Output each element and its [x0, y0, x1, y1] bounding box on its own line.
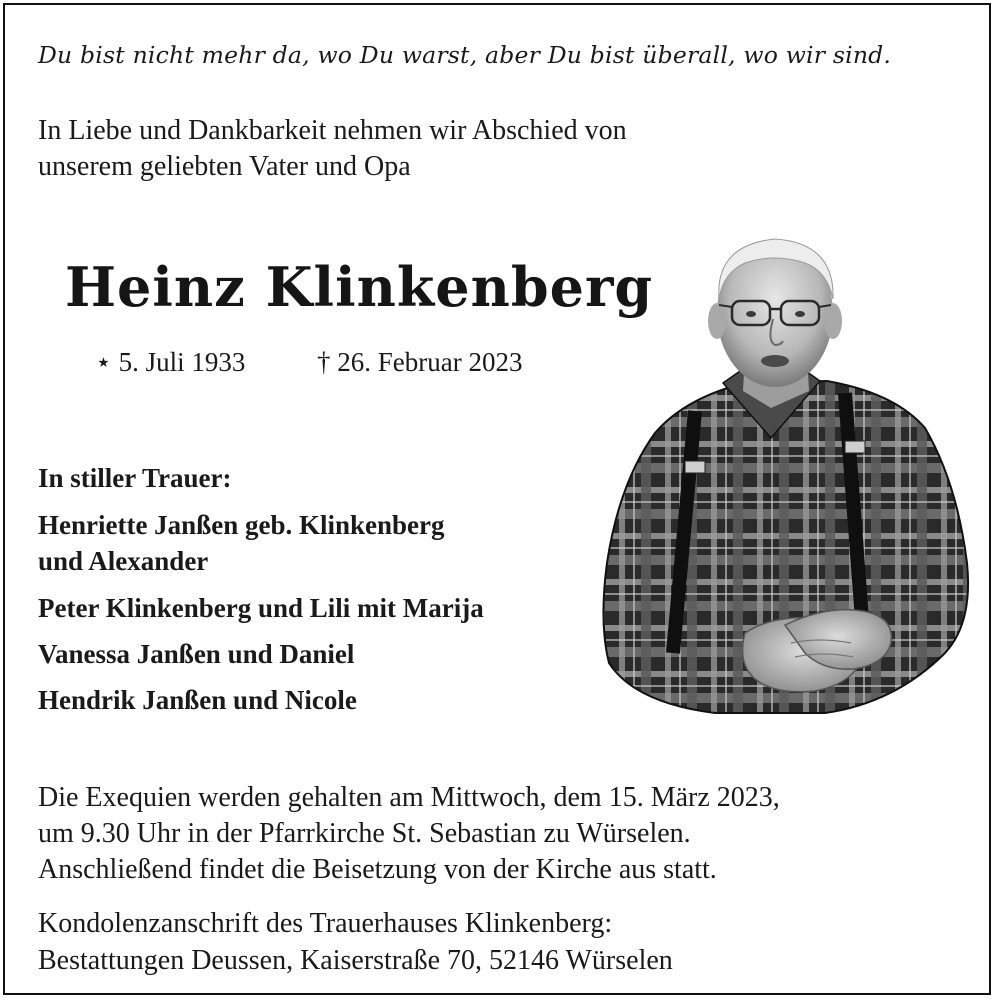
service-line-2: um 9.30 Uhr in der Pfarrkirche St. Sebastian zu Würselen.	[38, 818, 691, 849]
intro-line-1: In Liebe und Dankbarkeit nehmen wir Abschied von	[38, 115, 627, 146]
deceased-name: Heinz Klinkenberg	[65, 255, 654, 319]
mourner-line: Vanessa Janßen und Daniel	[38, 639, 355, 669]
memorial-quote: Du bist nicht mehr da, wo Du warst, aber Du bist überall, wo wir sind.	[38, 41, 892, 69]
mourner-line: und Alexander	[38, 546, 209, 576]
mourner-line: Hendrik Janßen und Nicole	[38, 685, 357, 715]
condolence-line-2: Bestattungen Deussen, Kaiserstraße 70, 52146 Würselen	[38, 945, 673, 976]
condolence-line-1: Kondolenzanschrift des Trauerhauses Klinkenberg:	[38, 908, 613, 939]
mourner-line: Henriette Janßen geb. Klinkenberg	[38, 510, 445, 540]
birth-date: ⋆ 5. Juli 1933	[95, 347, 246, 377]
mourner-line: Peter Klinkenberg und Lili mit Marija	[38, 593, 484, 623]
service-line-3: Anschließend findet die Beisetzung von der Kirche aus statt.	[38, 854, 717, 885]
obituary-notice	[3, 3, 991, 995]
death-date: † 26. Februar 2023	[317, 347, 523, 377]
intro-line-2: unserem geliebten Vater und Opa	[38, 151, 411, 182]
mourning-heading: In stiller Trauer:	[38, 463, 232, 493]
portrait-photo	[595, 233, 973, 719]
service-line-1: Die Exequien werden gehalten am Mittwoch, dem 15. März 2023,	[38, 782, 780, 813]
